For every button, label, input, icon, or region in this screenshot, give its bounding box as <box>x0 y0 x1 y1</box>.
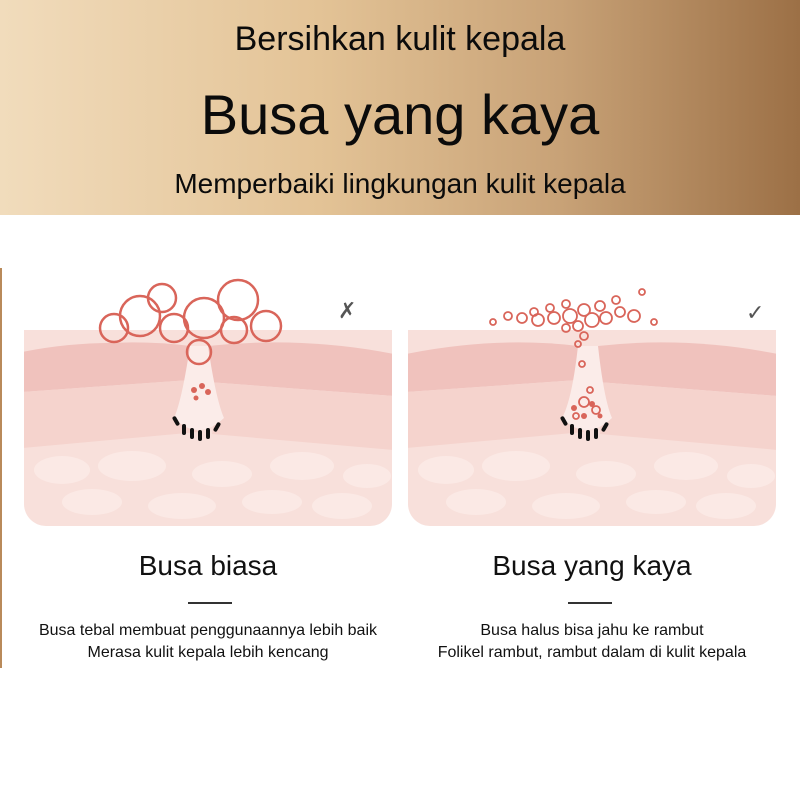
skin-cross-section-right <box>406 270 778 530</box>
rich-foam-illustration <box>406 270 778 530</box>
right-divider <box>568 602 612 604</box>
check-mark-icon: ✓ <box>746 300 765 325</box>
rich-foam-desc-line-2: Folikel rambut, rambut dalam di kulit kepala <box>437 644 747 661</box>
banner-line-3: Memperbaiki lingkungan kulit kepala <box>174 168 626 199</box>
x-mark-icon: ✗ <box>338 298 357 323</box>
left-edge-line <box>0 268 2 668</box>
rich-foam-title: Busa yang kaya <box>492 550 692 581</box>
banner-line-1: Bersihkan kulit kepala <box>234 20 566 58</box>
left-divider <box>188 602 232 604</box>
rich-foam-desc-line-1: Busa halus bisa jahu ke rambut <box>480 622 704 639</box>
ordinary-foam-desc-line-1: Busa tebal membuat penggunaannya lebih baik <box>38 622 378 639</box>
ordinary-foam-desc-line-2: Merasa kulit kepala lebih kencang <box>87 644 329 661</box>
top-banner <box>0 0 800 215</box>
rich-foam-description <box>392 620 792 664</box>
ordinary-foam-title: Busa biasa <box>138 550 278 581</box>
banner-headline: Busa yang kaya <box>200 83 600 146</box>
ordinary-foam-description <box>8 620 408 664</box>
